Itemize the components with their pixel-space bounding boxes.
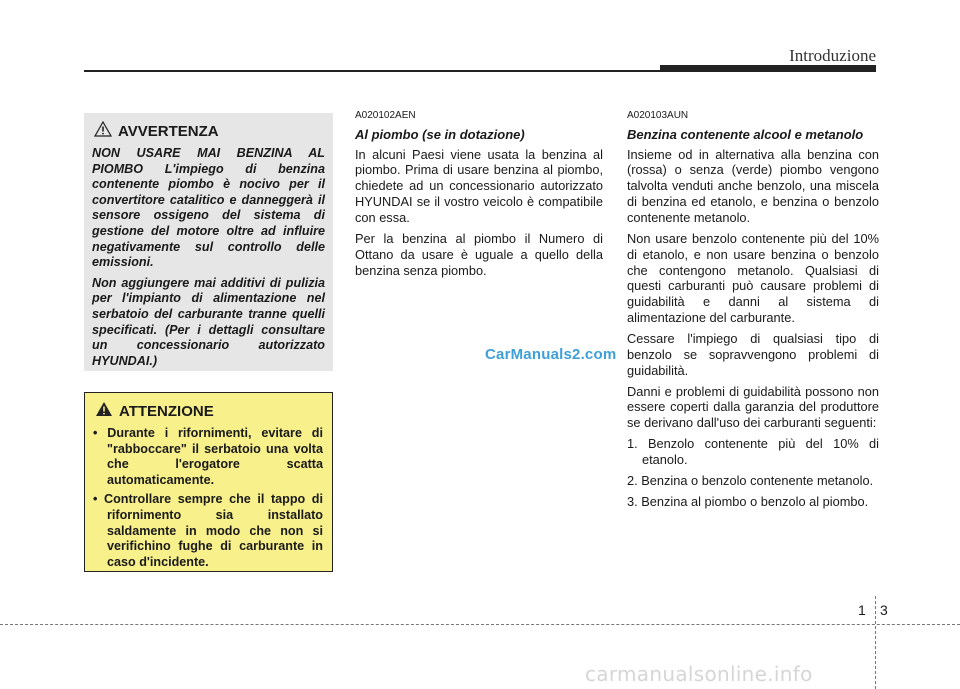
- numbered-item: 1. Benzolo contenente più del 10% di etanolo.: [627, 436, 879, 468]
- body-paragraph: Per la benzina al piombo il Numero di Ottano da usare è uguale a quello della benzina senza piombo.: [355, 230, 603, 278]
- body-paragraph: Insieme od in alternativa alla benzina con (rossa) o senza (verde) piombo vengono talvolta venduti anche benzolo, una miscela di benzina ed etanolo, e benzina o benzolo contenente metanolo.: [627, 146, 879, 226]
- warning-triangle-outline-icon: [94, 121, 112, 142]
- alcohol-fuel-section: [627, 110, 879, 515]
- body-paragraph: Non usare benzolo contenente più del 10% di etanolo, e non usare benzina o benzolo che contengono metanolo. Qualsiasi di questi carburanti può causare problemi di guidabilità e danni al sistema di alimentazione del carburante.: [627, 230, 879, 326]
- numbered-item: 2. Benzina o benzolo contenente metanolo.: [627, 472, 874, 488]
- caution-item: • Durante i rifornimenti, evitare di "rabboccare" il serbatoio una volta che l'erogatore scatta automaticamente.: [93, 426, 323, 488]
- caution-box: [84, 392, 333, 572]
- warning-box-header: [94, 121, 325, 142]
- page-number-separator: [875, 596, 876, 689]
- body-paragraph: Cessare l'impiego di qualsiasi tipo di benzolo se sopravvengono problemi di guidabilità.: [627, 331, 879, 378]
- body-paragraph: Danni e problemi di guidabilità possono non essere coperti dalla garanzia del produttore se derivano dall'uso dei carburanti seguenti:: [627, 383, 879, 431]
- body-paragraph: In alcuni Paesi viene usata la benzina al piombo. Prima di usare benzina al piombo, chiedete ad un concessionario autorizzato HYUNDAI se il vostro veicolo è compatibile con essa.: [355, 146, 603, 226]
- section-code: A020103AUN: [627, 110, 689, 121]
- warning-paragraph: Non aggiungere mai additivi di pulizia per l'impianto di alimentazione nel serbatoio del carburante tranne quelli specificati. (Per i dettagli consultare un concessionario autorizzato HYUNDAI.): [92, 275, 325, 368]
- chapter-number: 1: [858, 602, 866, 618]
- watermark: CarManuals2.com: [485, 346, 617, 363]
- header-rule-thick: [660, 65, 876, 72]
- section-heading: Benzina contenente alcool e metanolo: [627, 127, 864, 142]
- footer-divider: [0, 624, 960, 625]
- warning-box-title: AVVERTENZA: [118, 123, 219, 140]
- caution-list: [93, 426, 323, 570]
- header-rule-thin: [84, 70, 664, 72]
- section-title: Introduzione: [789, 46, 876, 65]
- site-watermark: carmanualsonline.info: [585, 662, 813, 686]
- warning-paragraph: NON USARE MAI BENZINA AL PIOMBO L'impiego di benzina contenente piombo è nocivo per il convertitore catalitico e danneggerà il sensore ossigeno del sistema di gestione del motore oltre ad influire negativamente sul controllo delle emissioni.: [92, 146, 325, 270]
- caution-box-header: [95, 401, 323, 422]
- page-number: 3: [880, 602, 888, 618]
- caution-box-title: ATTENZIONE: [119, 403, 214, 420]
- numbered-item: 3. Benzina al piombo o benzolo al piombo.: [627, 493, 869, 509]
- warning-triangle-filled-icon: [95, 401, 113, 422]
- warning-box: [84, 113, 333, 371]
- caution-item: • Controllare sempre che il tappo di rifornimento sia installato saldamente in modo che non si verifichino fughe di carburante in caso d'incidente.: [93, 492, 323, 570]
- section-heading: Al piombo (se in dotazione): [355, 127, 525, 142]
- section-code: A020102AEN: [355, 110, 416, 121]
- leaded-fuel-section: [355, 110, 603, 283]
